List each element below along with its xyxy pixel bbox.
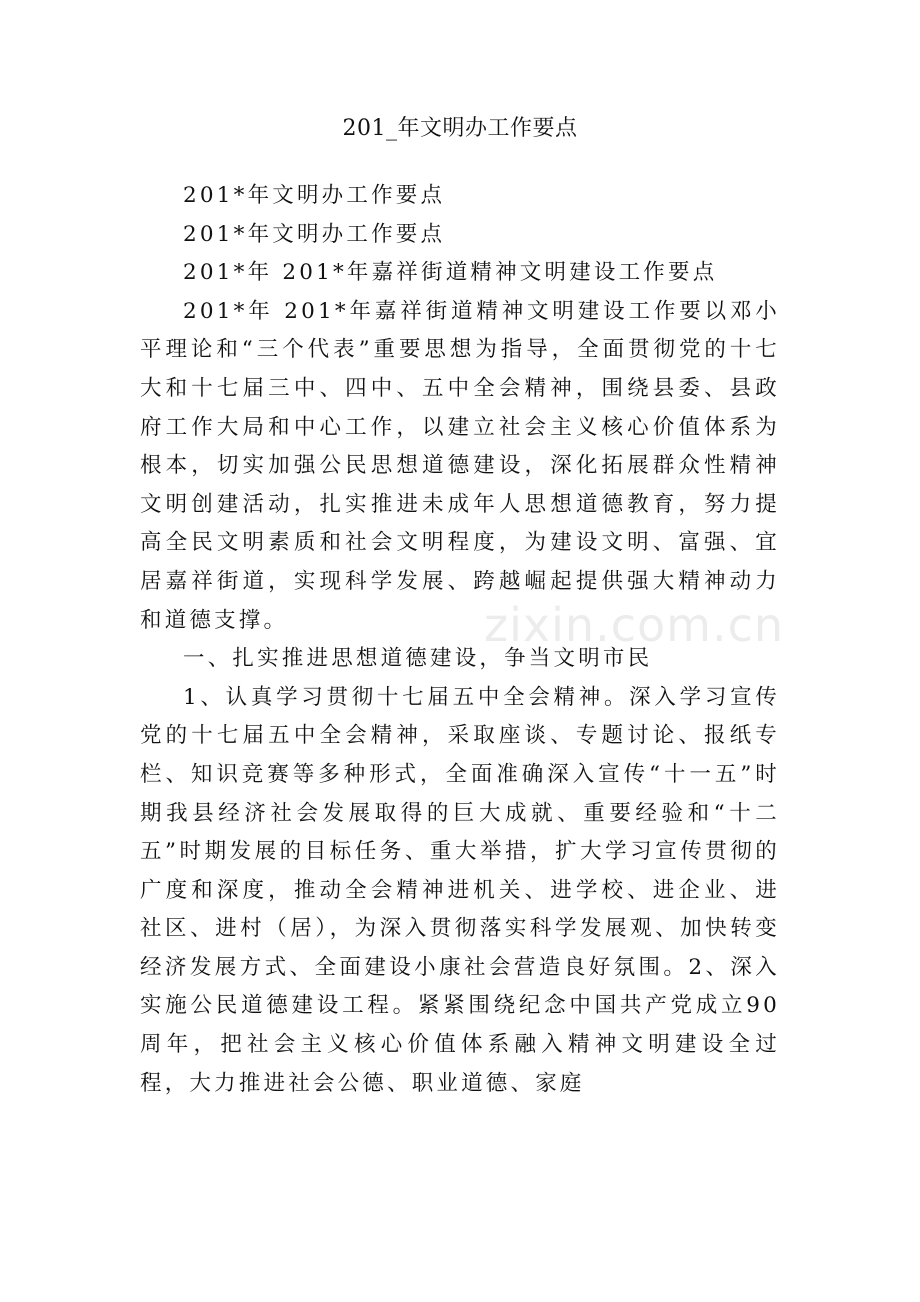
paragraph-heading: 201*年 201*年嘉祥街道精神文明建设工作要点 [183, 260, 718, 286]
paragraph-section-heading: 一、扎实推进思想道德建设，争当文明市民 [183, 646, 653, 672]
paragraph-subtitle-1: 201*年文明办工作要点 [183, 183, 446, 208]
paragraph-item-1: 1、认真学习贯彻十七届五中全会精神。深入学习宣传党的十七届五中全会精神，采取座谈、专题讨论、报纸专栏、知识竞赛等多种形式，全面准确深入宣传“十一五”时期我县经济社会发展取得的巨大成就、重要经验和“十二五”时期发展的目标任务、重大举措，扩大学习宣传贯彻的广度和深度，推动全会精神进机关、进学校、进企业、进社区、进村（居），为深入贯彻落实科学发展观、加快转变经济发展方式、全面建设小康社会营造良好氛围。2、深入实施公民道德建设工程。紧紧围绕纪念中国共产党成立90周年，把社会主义核心价值体系融入精神文明建设全过程，大力推进社会公德、职业道德、家庭 [140, 684, 780, 1096]
document-body [140, 177, 785, 1103]
document-title: 201_年文明办工作要点 [342, 116, 578, 141]
watermark-text: zixin.com.cn [484, 598, 785, 652]
paragraph-intro: 201*年 201*年嘉祥街道精神文明建设工作要以邓小平理论和“三个代表”重要思想为指导，全面贯彻党的十七大和十七届三中、四中、五中全会精神，围绕县委、县政府工作大局和中心工作，以建立社会主义核心价值体系为根本，切实加强公民思想道德建设，深化拓展群众性精神文明创建活动，扎实推进未成年人思想道德教育，努力提高全民文明素质和社会文明程度，为建设文明、富强、宜居嘉祥街道，实现科学发展、跨越崛起提供强大精神动力和道德支撑。 [140, 298, 780, 633]
paragraph-subtitle-2: 201*年文明办工作要点 [183, 221, 446, 247]
